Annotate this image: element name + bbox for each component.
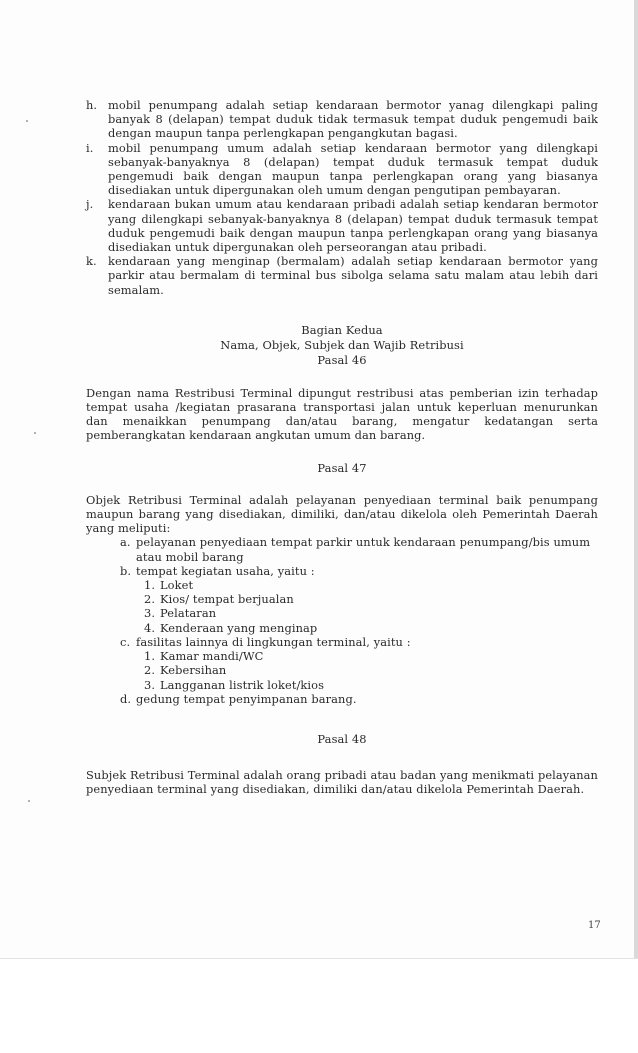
document-body [86, 98, 598, 797]
pasal-46-heading: Pasal 46 [317, 352, 367, 367]
pasal-47-intro: Objek Retribusi Terminal adalah pelayanan penyediaan terminal baik penumpang maupun barang yang disediakan, dimiliki, dan/atau dikelola oleh Pemerintah Daerah yang meliputi: [86, 492, 598, 536]
item-marker: d. [120, 691, 132, 706]
section-title: Nama, Objek, Subjek dan Wajib Retribusi [220, 337, 464, 352]
item-text: Pelataran [160, 606, 217, 621]
item-marker: 2. [144, 663, 156, 678]
object-subitem [144, 621, 598, 635]
item-marker: 1. [144, 649, 156, 664]
item-marker: k. [86, 254, 97, 269]
item-marker: 4. [144, 620, 156, 635]
page-number: 17 [588, 920, 601, 931]
object-subitem [144, 592, 598, 606]
scan-speck [28, 800, 30, 802]
definition-item-k [86, 254, 598, 297]
item-marker: c. [120, 634, 131, 649]
item-text: Kamar mandi/WC [160, 649, 264, 664]
item-text: Kios/ tempat berjualan [160, 592, 294, 607]
scan-speck [34, 432, 36, 434]
definition-item-j [86, 197, 598, 254]
item-marker: 1. [144, 578, 156, 593]
item-marker: h. [86, 98, 98, 112]
object-item-a [120, 535, 598, 563]
object-item-d [120, 692, 598, 706]
item-marker: b. [120, 563, 132, 578]
page-bottom-margin [0, 958, 638, 1053]
object-subitem [144, 606, 598, 620]
item-text: fasilitas lainnya di lingkungan terminal, yaitu : [136, 634, 411, 649]
item-text: mobil penumpang adalah setiap kendaraan bermotor yanag dilengkapi paling banyak 8 (delapan) tempat duduk tidak termasuk tempat duduk pengemudi baik dengan maupun tanpa perlengkapan pengangkutan bagasi. [108, 98, 598, 141]
item-text: Langganan listrik loket/kios [160, 677, 325, 692]
definition-item-i [86, 141, 598, 198]
item-marker: a. [120, 535, 131, 550]
item-marker: 3. [144, 606, 156, 621]
item-text: Kenderaan yang menginap [160, 620, 318, 635]
section-heading [86, 323, 598, 368]
item-text: gedung tempat penyimpanan barang. [136, 691, 357, 706]
item-text: tempat kegiatan usaha, yaitu : [136, 563, 315, 578]
scan-edge [634, 0, 638, 960]
pasal-48-heading: Pasal 48 [317, 731, 367, 746]
definition-item-h [86, 98, 598, 141]
item-text: kendaraan bukan umum atau kendaraan pribadi adalah setiap kendaran bermotor yang dilengkapi sebanyak-banyaknya 8 (delapan) tempat duduk termasuk tempat duduk pengemudi baik dengan maupun tanpa perlengkapan orang yang biasanya disediakan untuk dipergunakan oleh perseorangan atau pribadi. [108, 197, 598, 255]
item-marker: 3. [144, 677, 156, 692]
item-text: Kebersihan [160, 663, 227, 678]
object-item-c [120, 635, 598, 649]
object-subitem [144, 663, 598, 677]
item-text: kendaraan yang menginap (bermalam) adalah setiap kendaraan bermotor yang parkir atau bermalam di terminal bus sibolga selama satu malam atau lebih dari semalam. [108, 254, 598, 297]
item-text: pelayanan penyediaan tempat parkir untuk kendaraan penumpang/bis umum atau mobil barang [136, 535, 591, 564]
item-text: mobil penumpang umum adalah setiap kendaraan bermotor yang dilengkapi sebanyak-banyaknya 8 (delapan) tempat duduk termasuk tempat duduk pengemudi baik dengan maupun tanpa perlengkapan orang yang biasanya disediakan untuk dipergunakan oleh umum dengan pengutipan pembayaran. [108, 140, 598, 198]
item-marker: j. [86, 197, 94, 212]
pasal-48-text: Subjek Retribusi Terminal adalah orang pribadi atau badan yang menikmati pelayanan penyediaan terminal yang disediakan, dimiliki dan/atau dikelola Pemerintah Daerah. [86, 768, 598, 797]
pasal-46-text: Dengan nama Restribusi Terminal dipungut restribusi atas pemberian izin terhadap tempat usaha /kegiatan prasarana transportasi jalan untuk keperluan menurunkan dan menaikkan penumpang dan/atau barang, mengatur kedatangan serta pemberangkatan kendaraan angkutan umum dan barang. [86, 385, 598, 443]
scan-speck [26, 120, 28, 122]
object-item-b [120, 564, 598, 578]
object-subitem [144, 578, 598, 592]
item-marker: i. [86, 140, 94, 155]
object-subitem [144, 678, 598, 692]
item-marker: 2. [144, 592, 156, 607]
object-subitem [144, 649, 598, 663]
section-part: Bagian Kedua [301, 322, 383, 337]
item-text: Loket [160, 578, 194, 593]
pasal-47-heading: Pasal 47 [317, 460, 367, 475]
